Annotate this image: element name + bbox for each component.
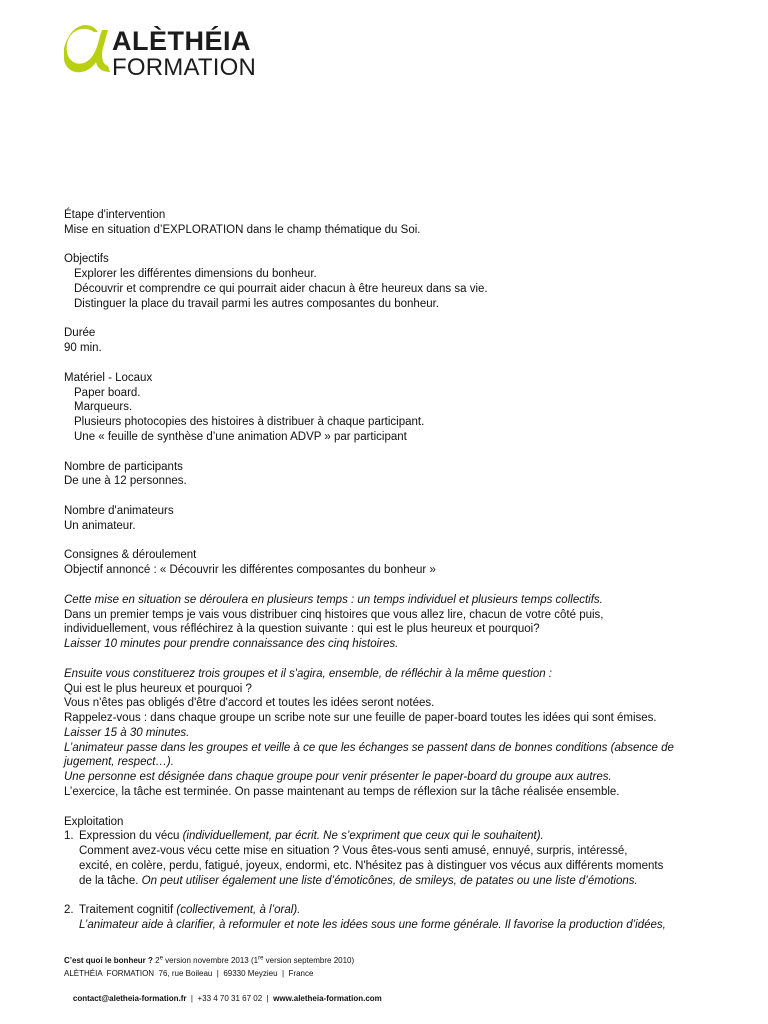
- item-line: de la tâche.: [79, 874, 142, 887]
- footer-version-line: [64, 955, 704, 968]
- list-item: Explorer les différentes dimensions du bonheur.: [74, 268, 317, 281]
- item-line: L’animateur aide à clarifier, à reformuler et note les idées sous une forme générale. Il favorise la production d’idées,: [79, 919, 666, 932]
- brand-subtitle: FORMATION: [112, 54, 257, 81]
- item-line: excité, en colère, perdu, fatigué, joyeux, endormi, etc. N'hésitez pas à distinguer vos vécus aux différents moments: [79, 860, 664, 873]
- section-text: Un animateur.: [64, 519, 136, 532]
- section-heading: Objectifs: [64, 253, 109, 266]
- page-footer: [64, 955, 704, 1018]
- list-item: Découvrir et comprendre ce qui pourrait aider chacun à être heureux dans sa vie.: [74, 282, 488, 295]
- document-body: [64, 208, 704, 933]
- footer-version: 2: [155, 956, 160, 965]
- list-item: Plusieurs photocopies des histoires à distribuer à chaque participant.: [74, 416, 425, 429]
- section-heading: Durée: [64, 327, 96, 340]
- item-line: Comment avez-vous vécu cette mise en situation ? Vous êtes-vous senti amusé, ennuyé, surpris, intéressé,: [79, 845, 628, 858]
- footer-email-link[interactable]: contact@aletheia-formation.fr: [72, 993, 187, 1003]
- item-title: Expression du vécu: [79, 830, 180, 843]
- item-line-italic: On peut utiliser également une liste d’émoticônes, de smileys, de patates ou une liste d’émotions.: [141, 874, 638, 887]
- section-participants: [64, 460, 704, 490]
- section-text: De une à 12 personnes.: [64, 475, 187, 488]
- section-text: 90 min.: [64, 342, 102, 355]
- footer-website-link[interactable]: www.aletheia-formation.com: [273, 993, 382, 1003]
- consignes-paragraph-1: [64, 593, 704, 652]
- instruction-line: Une personne est désignée dans chaque groupe pour venir présenter le paper-board du groupe aux autres.: [64, 771, 612, 784]
- section-materiel: [64, 371, 704, 445]
- section-consignes: [64, 548, 704, 578]
- section-text: Mise en situation d’EXPLORATION dans le champ thématique du Soi.: [64, 223, 421, 236]
- list-item: Une « feuille de synthèse d’une animation ADVP » par participant: [74, 430, 407, 443]
- section-heading: Matériel - Locaux: [64, 371, 153, 384]
- consignes-paragraph-2: [64, 667, 704, 800]
- instruction-line: individuellement, vous réfléchirez à la question suivante : qui est le plus heureux et pourquoi?: [64, 623, 540, 636]
- section-heading: Nombre de participants: [64, 460, 183, 473]
- section-objectifs: [64, 252, 704, 311]
- footer-title: C’est quoi le bonheur ?: [64, 956, 153, 965]
- footer-sup: e: [159, 955, 163, 962]
- item-title: Traitement cognitif: [79, 904, 174, 917]
- item-note: (collectivement, à l’oral).: [173, 904, 301, 917]
- section-heading: Nombre d'animateurs: [64, 504, 174, 517]
- section-etape: [64, 208, 704, 238]
- instruction-line: Vous n'êtes pas obligés d'être d'accord et toutes les idées seront notées.: [64, 697, 435, 710]
- footer-sup: re: [258, 955, 264, 962]
- aletheia-logo: [64, 24, 269, 80]
- footer-phone: | +33 4 70 31 67 02 |: [186, 993, 274, 1003]
- section-heading: Exploitation: [64, 815, 124, 828]
- alpha-logo-mark: [64, 24, 112, 74]
- instruction-line: Laisser 15 à 30 minutes.: [64, 726, 190, 739]
- instruction-line: L’exercice, la tâche est terminée. On passe maintenant au temps de réflexion sur la tâche réalisée ensemble.: [64, 786, 620, 799]
- section-text: Objectif annoncé : « Découvrir les différentes composantes du bonheur »: [64, 564, 436, 577]
- item-number: 2.: [64, 904, 74, 917]
- section-heading: Étape d'intervention: [64, 209, 166, 221]
- section-heading: Consignes & déroulement: [64, 549, 197, 562]
- exploitation-item-2: [64, 903, 704, 933]
- instruction-line: Cette mise en situation se déroulera en plusieurs temps : un temps individuel et plusieurs temps collectifs.: [64, 593, 603, 606]
- instruction-line: Laisser 10 minutes pour prendre connaissance des cinq histoires.: [64, 638, 399, 651]
- instruction-line: Dans un premier temps je vais vous distribuer cinq histoires que vous allez lire, chacun de votre côté puis,: [64, 608, 604, 621]
- list-item: Marqueurs.: [74, 401, 133, 414]
- instruction-line: Qui est le plus heureux et pourquoi ?: [64, 682, 252, 695]
- section-animateurs: [64, 504, 704, 534]
- section-duree: [64, 326, 704, 356]
- instruction-line: Rappelez-vous : dans chaque groupe un scribe note sur une feuille de paper-board toutes les idées qui sont émises.: [64, 712, 657, 725]
- list-item: Paper board.: [74, 386, 141, 399]
- instruction-line: jugement, respect…).: [64, 756, 174, 769]
- brand-name: ALÈTHÉIA: [112, 26, 251, 56]
- item-note: (individuellement, par écrit. Ne s’expriment que ceux qui le souhaitent).: [179, 830, 544, 843]
- instruction-line: Ensuite vous constituerez trois groupes et il s'agira, ensemble, de réfléchir à la même question :: [64, 667, 552, 680]
- instruction-line: L’animateur passe dans les groupes et veille à ce que les échanges se passent dans de bonnes conditions (absence de: [64, 741, 674, 754]
- section-exploitation: [64, 815, 704, 933]
- footer-version-text: version novembre 2013 (1: [162, 956, 259, 965]
- exploitation-item-1: [64, 829, 704, 888]
- item-number: 1.: [64, 830, 74, 843]
- footer-address: ALÈTHÉIA FORMATION 76, rue Boileau | 69330 Meyzieu | France: [64, 968, 314, 978]
- list-item: Distinguer la place du travail parmi les autres composantes du bonheur.: [74, 297, 440, 310]
- footer-version-text: version septembre 2010): [263, 956, 355, 965]
